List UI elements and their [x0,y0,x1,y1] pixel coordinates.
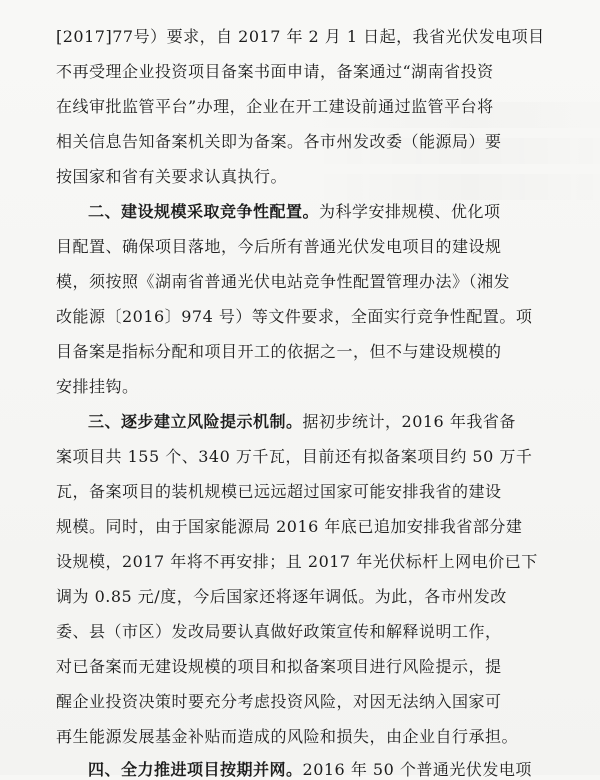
section-3-heading: 三、逐步建立风险提示机制。 [88,412,303,431]
text-line: 醒企业投资决策时要充分考虑投资风险，对因无法纳入国家可 [56,692,502,711]
text-line: 不再受理企业投资项目备案书面申请，备案通过“湖南省投资 [56,62,494,81]
section-3-first-line [88,409,546,432]
section-4-first-line-rest: 2016 年 50 个普通光伏发电项 [302,760,532,779]
text-line: 目备案是指标分配和项目开工的依据之一，但不与建设规模的 [56,342,502,361]
text-line: [2017]77号）要求，自 2017 年 2 月 1 日起，我省光伏发电项目 [56,27,545,46]
text-line: 对已备案而无建设规模的项目和拟备案项目进行风险提示，提 [56,657,502,676]
text-line: 规模。同时，由于国家能源局 2016 年底已追加安排我省部分建 [56,517,523,536]
section-3-first-line-rest: 据初步统计，2016 年我省备 [302,412,516,431]
text-line: 案项目共 155 个、340 万千瓦，目前还有拟备案项目约 50 万千 [56,447,533,466]
text-line: 模，须按照《湖南省普通光伏电站竞争性配置管理办法》（湘发 [56,272,511,291]
section-2-first-line [88,199,546,222]
text-line: 设规模，2017 年将不再安排；且 2017 年光伏标杆上网电价已下 [56,552,538,571]
text-line: 在线审批监管平台”办理，企业在开工建设前通过监管平台将 [56,97,494,116]
section-2-first-line-rest: 为科学安排规模、优化项 [319,202,501,221]
text-line: 调为 0.85 元/度，今后国家还将逐年调低。为此，各市州发改 [56,587,507,606]
section-2-heading: 二、建设规模采取竞争性配置。 [88,202,320,221]
text-line: 瓦，备案项目的装机规模已远远超过国家可能安排我省的建设 [56,482,502,501]
text-line: 改能源〔2016〕974 号）等文件要求，全面实行竞争性配置。项 [56,307,533,326]
text-line: 相关信息告知备案机关即为备案。各市州发改委（能源局）要 [56,132,502,151]
section-4-heading: 四、全力推进项目按期并网。 [88,760,303,779]
section-4-first-line [88,757,546,780]
text-line: 委、县（市区）发改局要认真做好政策宣传和解释说明工作， [56,622,502,641]
text-line: 安排挂钩。 [56,377,139,396]
text-line: 再生能源发展基金补贴而造成的风险和损失，由企业自行承担。 [56,727,519,746]
text-line: 目配置、确保项目落地，今后所有普通光伏发电项目的建设规 [56,237,502,256]
text-line: 按国家和省有关要求认真执行。 [56,167,288,186]
